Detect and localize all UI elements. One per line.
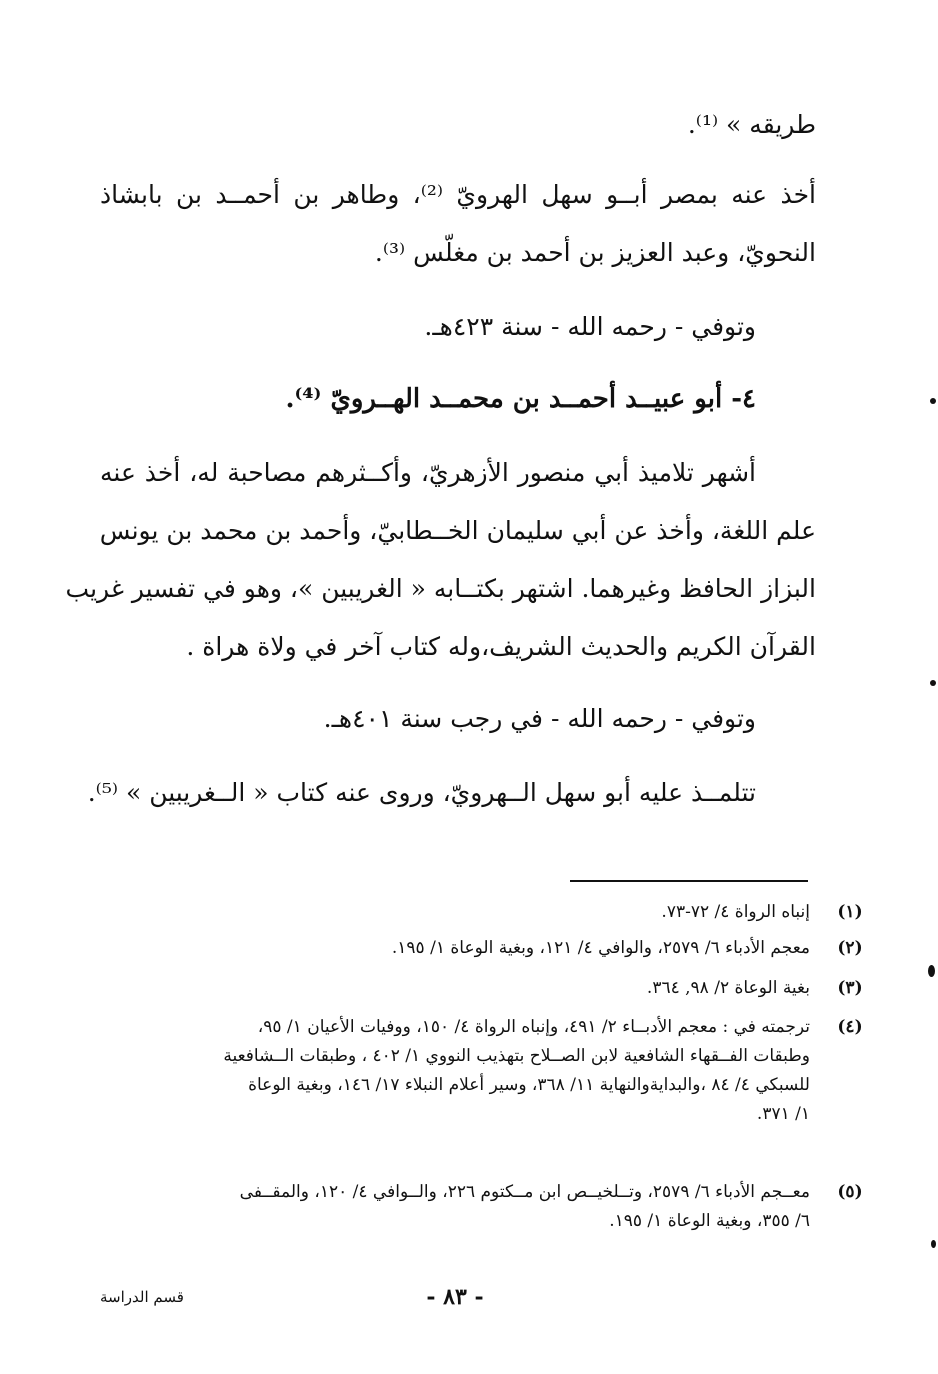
footnote-text: بغية الوعاة ٢/ ٩٨, ٣٦٤. (646, 978, 810, 998)
scan-dot (930, 398, 936, 404)
body-line-10: وتوفي - رحمه الله - في رجب سنة ٤٠١هـ. (323, 704, 756, 733)
footnote-text-line: للسبكي ٤/ ٨٤ ،والبدايةوالنهاية ١١/ ٣٦٨، وسير أعلام النبلاء ١٧/ ١٤٦، وبغية الوعاة (248, 1075, 810, 1095)
body-line-11: تتلمــذ عليه أبو سهل الــهرويّ، وروى عنه كتاب « الــغريبين » ⁽⁵⁾. (87, 778, 756, 807)
body-line-2: أخذ عنه بمصر أبــو سهل الهرويّ ⁽²⁾، وطاهر بن أحمــد بن بابشاذ (100, 180, 816, 209)
section-label: قسم الدراسة (100, 1288, 184, 1306)
footnote-text: معجم الأدباء ٦/ ٢٥٧٩، والوافي ٤/ ١٢١، وبغية الوعاة ١/ ١٩٥. (391, 938, 810, 958)
footnote-number: (١) (837, 902, 863, 922)
footnote-text-line: وطبقات الفــقهاء الشافعية لابن الصــلاح بتهذيب النووي ١/ ٤٠٢ ، وطبقات الــشافعية (223, 1046, 810, 1066)
footnote-4 (98, 1013, 863, 1129)
page-number: - ٨٣ - (426, 1284, 484, 1310)
footnote-5 (98, 1178, 863, 1236)
body-line-9: القرآن الكريم والحديث الشريف،وله كتاب آخر في ولاة هراة . (186, 632, 816, 661)
footnote-number: (٥) (837, 1182, 863, 1202)
footnote-text-line: ١/ ٣٧١. (756, 1104, 810, 1124)
footnote-3 (98, 974, 863, 1003)
footnote-text-line: ترجمته في : معجم الأدبــاء ٢/ ٤٩١، وإنباه الرواة ٤/ ١٥٠، ووفيات الأعيان ١/ ٩٥، (257, 1017, 810, 1037)
footnote-1 (98, 898, 863, 927)
body-line-7: علم اللغة، وأخذ عن أبي سليمان الخــطابيّ، وأحمد بن محمد بن يونس (99, 516, 816, 545)
body-line-4: وتوفي - رحمه الله - سنة ٤٢٣هـ. (424, 312, 756, 341)
footnote-separator (570, 880, 808, 882)
footnote-number: (٢) (837, 938, 863, 958)
footnote-text: إنباه الرواة ٤/ ٧٢-٧٣. (661, 902, 810, 922)
footnote-text-line: معــجم الأدباء ٦/ ٢٥٧٩، وتــلخيــص ابن مــكتوم ٢٢٦، والــوافي ٤/ ١٢٠، والمقــفى (239, 1182, 810, 1202)
footnote-number: (٤) (837, 1017, 863, 1037)
footnote-number: (٣) (837, 978, 863, 998)
body-line-1: طريقه » ⁽¹⁾. (687, 110, 816, 139)
scan-dot (930, 680, 936, 686)
body-line-6: أشهر تلاميذ أبي منصور الأزهريّ، وأكــثرهم مصاحبة له، أخذ عنه (100, 458, 756, 487)
scan-dot (931, 1240, 936, 1248)
body-line-8: البزاز الحافظ وغيرهما. اشتهر بكتــابه « الغريبين »، وهو في تفسير غريب (65, 574, 816, 603)
scan-dot (928, 965, 935, 977)
section-heading: ٤- أبو عبيــد أحمــد بن محمــد الهــرويّ ⁽⁴⁾. (285, 384, 756, 414)
footnote-2 (98, 934, 863, 963)
footnote-text-line: ٦/ ٣٥٥، وبغية الوعاة ١/ ١٩٥. (609, 1211, 810, 1231)
body-line-3: النحويّ، وعبد العزيز بن أحمد بن مغلّس ⁽³⁾. (374, 238, 816, 267)
